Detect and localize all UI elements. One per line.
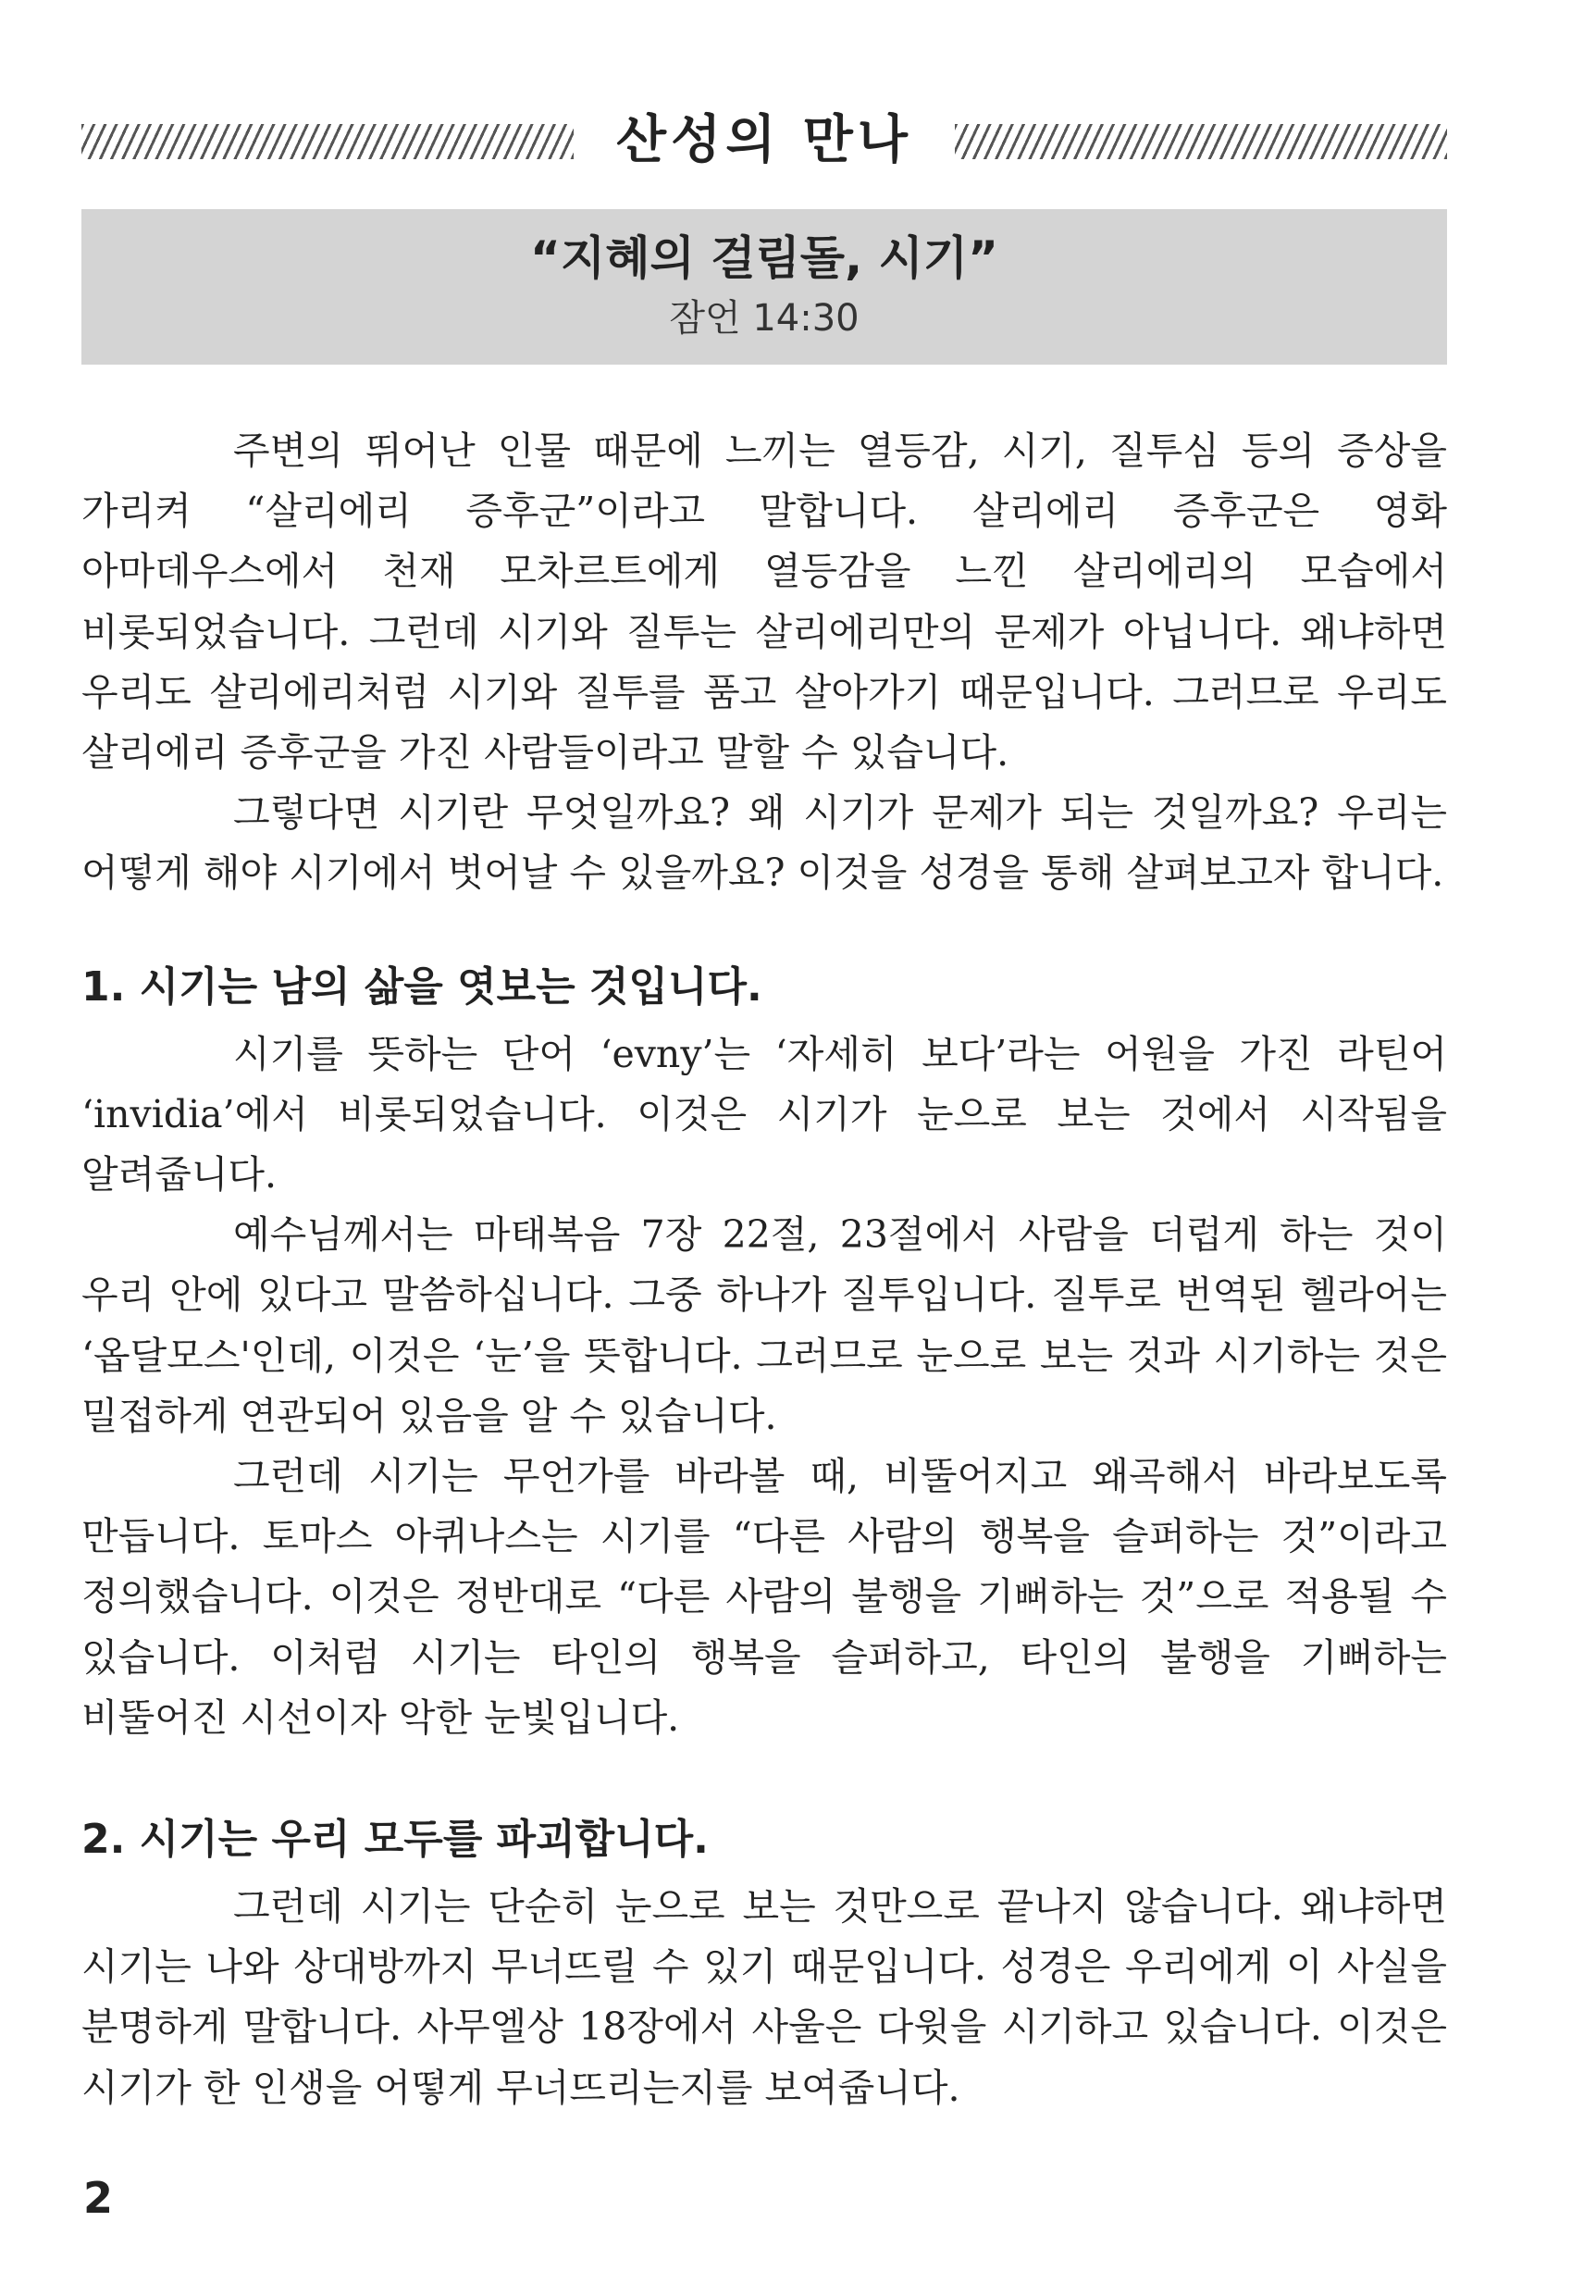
section-2-paragraph: 그런데 시기는 단순히 눈으로 보는 것만으로 끝나지 않습니다. 왜냐하면 시기는 나와 상대방까지 무너뜨릴 수 있기 때문입니다. 성경은 우리에게 이 사실을 분명하게 말합니다. 사무엘상 18장에서 사울은 다윗을 시기하고 있습니다. 이것은 시기가 한 인생을 어떻게 무너뜨리는지를 보여줍니다. (81, 1884, 1447, 2110)
scripture-reference: 잠언 14:30 (669, 297, 860, 340)
sermon-title: “지혜의 걸림돌, 시기” (530, 231, 998, 285)
section-title: 산성의 만나 (616, 110, 912, 170)
article-body (81, 421, 1447, 2118)
spacer (81, 1748, 1447, 1803)
sermon-title-box (81, 209, 1447, 365)
right-hatch-decoration (955, 124, 1447, 159)
intro-paragraph: 그렇다면 시기란 무엇일까요? 왜 시기가 문제가 되는 것일까요? 우리는 어떻게 해야 시기에서 벗어날 수 있을까요? 이것을 성경을 통해 살펴보고자 합니다. (81, 790, 1447, 896)
section-heading-2: 2. 시기는 우리 모두를 파괴합니다. (81, 1816, 709, 1864)
section-1-paragraph: 그런데 시기는 무언가를 바라볼 때, 비뚤어지고 왜곡해서 바라보도록 만듭니다. 토마스 아퀴나스는 시기를 “다른 사람의 행복을 슬퍼하는 것”이라고 정의했습니다. 이것은 정반대로 “다른 사람의 불행을 기뻐하는 것”으로 적용될 수 있습니다. 이처럼 시기는 타인의 행복을 슬퍼하고, 타인의 불행을 기뻐하는 비뚤어진 시선이자 악한 눈빛입니다. (81, 1454, 1447, 1740)
left-hatch-decoration (81, 124, 574, 159)
section-1-paragraph: 시기를 뜻하는 단어 ‘evny’는 ‘자세히 보다’라는 어원을 가진 라틴어 ‘invidia’에서 비롯되었습니다. 이것은 시기가 눈으로 보는 것에서 시작됨을 알려줍니다. (81, 1031, 1447, 1198)
page-number: 2 (83, 2173, 114, 2223)
spacer (81, 904, 1447, 950)
section-1-paragraph: 예수님께서는 마태복음 7장 22절, 23절에서 사람을 더럽게 하는 것이 우리 안에 있다고 말씀하십니다. 그중 하나가 질투입니다. 질투로 번역된 헬라어는 ‘옵달모스'인데, 이것은 ‘눈’을 뜻합니다. 그러므로 눈으로 보는 것과 시기하는 것은 밀접하게 연관되어 있음을 알 수 있습니다. (81, 1212, 1447, 1438)
section-header (81, 104, 1447, 178)
section-heading-1: 1. 시기는 남의 삶을 엿보는 것입니다. (81, 962, 762, 1011)
intro-paragraph: 주변의 뛰어난 인물 때문에 느끼는 열등감, 시기, 질투심 등의 증상을 가리켜 “살리에리 증후군”이라고 말합니다. 살리에리 증후군은 영화 아마데우스에서 천재 모차르트에게 열등감을 느낀 살리에리의 모습에서 비롯되었습니다. 그런데 시기와 질투는 살리에리만의 문제가 아닙니다. 왜냐하면 우리도 살리에리처럼 시기와 질투를 품고 살아가기 때문입니다. 그러므로 우리도 살리에리 증후군을 가진 사람들이라고 말할 수 있습니다. (81, 428, 1447, 776)
